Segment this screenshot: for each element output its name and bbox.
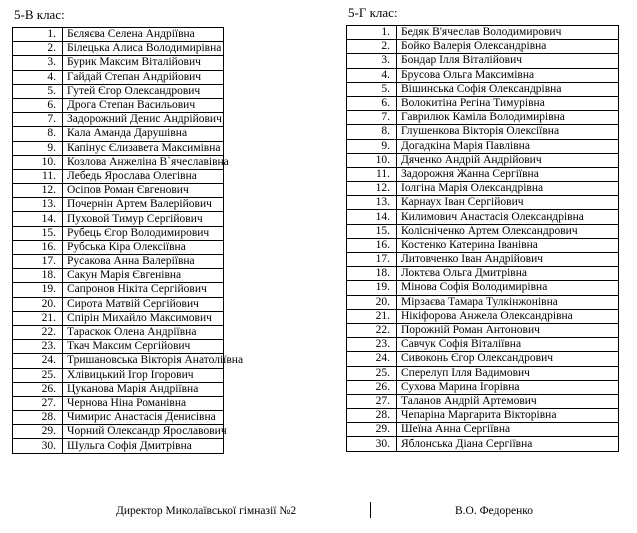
table-row — [13, 226, 224, 240]
student-name: Дрога Степан Васильович — [63, 98, 224, 112]
table-row — [13, 325, 224, 339]
student-name: Бойко Валерія Олександрівна — [397, 40, 619, 54]
row-number: 16. — [13, 240, 63, 254]
row-number: 6. — [13, 98, 63, 112]
table-row — [347, 267, 619, 281]
row-number: 8. — [347, 125, 397, 139]
student-name: Осіпов Роман Євгенович — [63, 184, 224, 198]
student-name: Чернова Ніна Романівна — [63, 396, 224, 410]
student-name: Задорожня Жанна Сергіївна — [397, 167, 619, 181]
table-row — [13, 141, 224, 155]
row-number: 23. — [13, 340, 63, 354]
table-row — [13, 368, 224, 382]
row-number: 19. — [347, 281, 397, 295]
student-name: Колісніченко Артем Олександрович — [397, 224, 619, 238]
table-row — [13, 269, 224, 283]
table-row — [347, 139, 619, 153]
table-row — [13, 283, 224, 297]
class-5v-table — [12, 27, 244, 454]
table-row — [347, 295, 619, 309]
student-name: Порожній Роман Антонович — [397, 323, 619, 337]
footer-divider — [370, 502, 371, 518]
student-name: Локтєва Ольга Дмитрівна — [397, 267, 619, 281]
student-name: Спірін Михайло Максимович — [63, 311, 224, 325]
table-row — [347, 281, 619, 295]
student-name: Карнаух Іван Сергійович — [397, 196, 619, 210]
row-number: 30. — [13, 439, 63, 453]
table-row — [13, 425, 224, 439]
student-name: Козлова Анжеліна В`ячеславівна — [63, 155, 224, 169]
table-row — [13, 56, 224, 70]
table-row — [13, 127, 224, 141]
row-number: 3. — [347, 54, 397, 68]
row-number: 22. — [13, 325, 63, 339]
student-name: Іолгіна Марія Олександрівна — [397, 182, 619, 196]
row-number: 15. — [13, 226, 63, 240]
student-name: Цуканова Марія Андріївна — [63, 382, 224, 396]
student-name: Пуховой Тимур Сергійович — [63, 212, 224, 226]
student-name: Дяченко Андрій Андрійович — [397, 153, 619, 167]
student-name: Почернін Артем Валерійович — [63, 198, 224, 212]
student-name: Лебедь Ярослава Олегівна — [63, 169, 224, 183]
table-row — [13, 340, 224, 354]
student-name: Нікіфорова Анжела Олександрівна — [397, 309, 619, 323]
table-row — [13, 411, 224, 425]
row-number: 11. — [13, 169, 63, 183]
student-name: Хлівицький Ігор Ігорович — [63, 368, 224, 382]
row-number: 1. — [347, 26, 397, 40]
table-row — [347, 96, 619, 110]
row-number: 18. — [13, 269, 63, 283]
table-row — [13, 184, 224, 198]
table-row — [347, 182, 619, 196]
row-number: 26. — [347, 380, 397, 394]
row-number: 29. — [347, 423, 397, 437]
table-row — [13, 240, 224, 254]
row-number: 25. — [347, 366, 397, 380]
row-number: 15. — [347, 224, 397, 238]
table-row — [347, 82, 619, 96]
table-row — [13, 198, 224, 212]
table-row — [13, 297, 224, 311]
student-name: Литовченко Іван Андрійович — [397, 253, 619, 267]
student-name: Капінус Єлизавета Максимівна — [63, 141, 224, 155]
student-name: Сухова Марина Ігорівна — [397, 380, 619, 394]
student-name: Савчук Софія Віталіївна — [397, 338, 619, 352]
table-row — [347, 338, 619, 352]
student-name: Шеїна Анна Сергіївна — [397, 423, 619, 437]
student-name: Задорожний Денис Андрійович — [63, 113, 224, 127]
table-row — [347, 125, 619, 139]
student-name: Вішинська Софія Олександрівна — [397, 82, 619, 96]
student-name: Костенко Катерина Іванівна — [397, 238, 619, 252]
class-5g-title: 5-Г клас: — [348, 5, 398, 20]
director-title: Директор Миколаївської гімназії №2 — [116, 505, 297, 517]
row-number: 28. — [13, 411, 63, 425]
student-name: Чорний Олександр Ярославович — [63, 425, 224, 439]
row-number: 18. — [347, 267, 397, 281]
table-row — [347, 210, 619, 224]
table-row — [347, 366, 619, 380]
row-number: 16. — [347, 238, 397, 252]
student-name: Кала Аманда Дарушівна — [63, 127, 224, 141]
table-row — [347, 394, 619, 408]
table-row — [347, 40, 619, 54]
class-5g-table — [346, 25, 619, 452]
row-number: 21. — [347, 309, 397, 323]
row-number: 25. — [13, 368, 63, 382]
student-name: Таланов Андрій Артемович — [397, 394, 619, 408]
row-number: 12. — [347, 182, 397, 196]
class-5v-section — [12, 7, 244, 454]
student-name: Бєляєва Селена Андріївна — [63, 28, 224, 42]
student-name: Сивоконь Єгор Олександрович — [397, 352, 619, 366]
table-row — [347, 196, 619, 210]
table-row — [347, 437, 619, 451]
row-number: 3. — [13, 56, 63, 70]
director-name: В.О. Федоренко — [455, 505, 534, 517]
table-row — [347, 167, 619, 181]
row-number: 28. — [347, 409, 397, 423]
row-number: 20. — [13, 297, 63, 311]
row-number: 27. — [13, 396, 63, 410]
table-row — [347, 111, 619, 125]
student-name: Догадкіна Марія Павлівна — [397, 139, 619, 153]
table-row — [13, 169, 224, 183]
row-number: 1. — [13, 28, 63, 42]
table-row — [347, 309, 619, 323]
student-name: Бедяк В'ячеслав Володимирович — [397, 26, 619, 40]
row-number: 12. — [13, 184, 63, 198]
table-row — [13, 396, 224, 410]
table-row — [13, 113, 224, 127]
table-row — [347, 26, 619, 40]
student-name: Сакун Марія Євгенівна — [63, 269, 224, 283]
student-name: Волокитіна Регіна Тимурівна — [397, 96, 619, 110]
row-number: 22. — [347, 323, 397, 337]
student-name: Глушенкова Вікторія Олексіївна — [397, 125, 619, 139]
class-5v-title: 5-В клас: — [14, 7, 65, 22]
row-number: 17. — [347, 253, 397, 267]
student-name: Бондар Ілля Віталійович — [397, 54, 619, 68]
row-number: 29. — [13, 425, 63, 439]
table-row — [13, 439, 224, 453]
row-number: 6. — [347, 96, 397, 110]
student-name: Яблонська Діана Сергіївна — [397, 437, 619, 451]
student-name: Бурик Максим Віталійович — [63, 56, 224, 70]
table-row — [347, 224, 619, 238]
table-row — [13, 42, 224, 56]
table-row — [347, 238, 619, 252]
table-row — [347, 253, 619, 267]
row-number: 11. — [347, 167, 397, 181]
student-name: Білецька Алиса Володимирівна — [63, 42, 224, 56]
table-row — [347, 380, 619, 394]
table-row — [347, 323, 619, 337]
student-name: Сирота Матвій Сергійович — [63, 297, 224, 311]
row-number: 24. — [347, 352, 397, 366]
table-row — [13, 311, 224, 325]
table-row — [347, 423, 619, 437]
row-number: 9. — [13, 141, 63, 155]
table-row — [13, 212, 224, 226]
table-row — [13, 84, 224, 98]
row-number: 8. — [13, 127, 63, 141]
row-number: 7. — [13, 113, 63, 127]
row-number: 2. — [347, 40, 397, 54]
row-number: 17. — [13, 255, 63, 269]
student-name: Тараскок Олена Андріївна — [63, 325, 224, 339]
class-5g-section — [346, 6, 619, 452]
row-number: 2. — [13, 42, 63, 56]
row-number: 10. — [13, 155, 63, 169]
student-name: Килимович Анастасія Олександрівна — [397, 210, 619, 224]
row-number: 4. — [347, 68, 397, 82]
row-number: 7. — [347, 111, 397, 125]
student-name: Мірзаєва Тамара Тулкінжонівна — [397, 295, 619, 309]
student-name: Сапронов Нікіта Сергійович — [63, 283, 224, 297]
student-name: Мінова Софія Володимирівна — [397, 281, 619, 295]
row-number: 19. — [13, 283, 63, 297]
table-row — [347, 409, 619, 423]
row-number: 24. — [13, 354, 63, 368]
student-name: Чимирис Анастасія Денисівна — [63, 411, 224, 425]
row-number: 13. — [13, 198, 63, 212]
student-name: Рубець Єгор Володимирович — [63, 226, 224, 240]
student-name: Гаврилюк Каміла Володимирівна — [397, 111, 619, 125]
table-row — [347, 68, 619, 82]
student-name: Брусова Ольга Максимівна — [397, 68, 619, 82]
row-number: 10. — [347, 153, 397, 167]
row-number: 14. — [347, 210, 397, 224]
table-row — [13, 155, 224, 169]
student-name: Рубська Кіра Олексіївна — [63, 240, 224, 254]
student-name: Гутей Єгор Олександрович — [63, 84, 224, 98]
table-row — [13, 255, 224, 269]
table-row — [347, 153, 619, 167]
table-row — [13, 70, 224, 84]
row-number: 13. — [347, 196, 397, 210]
row-number: 4. — [13, 70, 63, 84]
student-name: Гайдай Степан Андрійович — [63, 70, 224, 84]
row-number: 30. — [347, 437, 397, 451]
row-number: 5. — [347, 82, 397, 96]
student-name: Сперелуп Ілля Вадимович — [397, 366, 619, 380]
student-name: Чепаріна Маргарита Вікторівна — [397, 409, 619, 423]
row-number: 14. — [13, 212, 63, 226]
table-row — [13, 354, 224, 368]
table-row — [347, 352, 619, 366]
row-number: 5. — [13, 84, 63, 98]
student-name: Шульга Софія Дмитрівна — [63, 439, 224, 453]
table-row — [13, 28, 224, 42]
row-number: 23. — [347, 338, 397, 352]
row-number: 21. — [13, 311, 63, 325]
table-row — [13, 98, 224, 112]
student-name: Русакова Анна Валеріївна — [63, 255, 224, 269]
row-number: 9. — [347, 139, 397, 153]
student-name: Тришановська Вікторія Анатоліївна — [63, 354, 224, 368]
table-row — [13, 382, 224, 396]
table-row — [347, 54, 619, 68]
row-number: 20. — [347, 295, 397, 309]
row-number: 27. — [347, 394, 397, 408]
student-name: Ткач Максим Сергійович — [63, 340, 224, 354]
row-number: 26. — [13, 382, 63, 396]
